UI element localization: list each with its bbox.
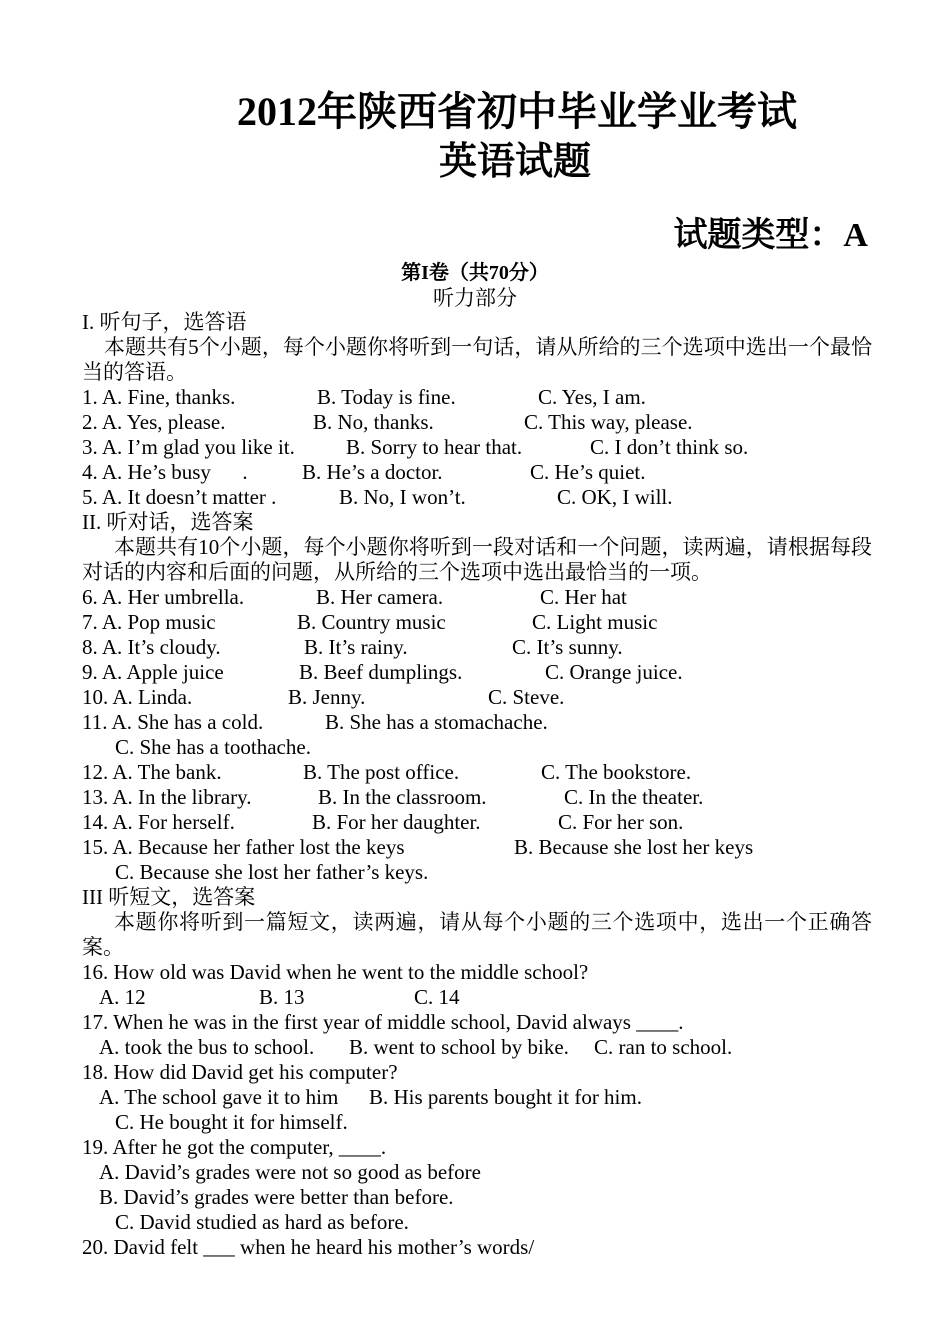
section-heading: I. 听句子，选答语: [82, 310, 247, 334]
question-13: [82, 785, 872, 810]
option-b: B. David’s grades were better than before.: [99, 1185, 454, 1209]
question-17-options: [82, 1035, 872, 1060]
option-a: A. 12: [99, 985, 146, 1009]
question-12: [82, 760, 872, 785]
question-17-stem: 17. When he was in the first year of middle school, David always ____.: [82, 1010, 684, 1034]
option-b: B. The post office.: [303, 760, 460, 784]
option-c: C. Yes, I am.: [538, 385, 646, 409]
option-c: C. Light music: [532, 610, 658, 634]
option-b: B. Sorry to hear that.: [346, 435, 523, 459]
question-10: [82, 685, 872, 710]
option-c: C. The bookstore.: [541, 760, 692, 784]
question-2: [82, 410, 872, 435]
option-b: B. Her camera.: [316, 585, 444, 609]
option-c: C. ran to school.: [594, 1035, 733, 1059]
option-a: 15. A. Because her father lost the keys: [82, 835, 405, 859]
option-c: C. For her son.: [558, 810, 684, 834]
question-11-continued: [82, 735, 872, 760]
part-heading: 听力部分: [433, 286, 517, 310]
option-a: A. took the bus to school.: [99, 1035, 315, 1059]
option-b: B. Because she lost her keys: [514, 835, 754, 859]
question-7: [82, 610, 872, 635]
option-c: C. Her hat: [540, 585, 627, 609]
option-a: 10. A. Linda.: [82, 685, 193, 709]
option-c: C. It’s sunny.: [512, 635, 623, 659]
option-c: C. David studied as hard as before.: [115, 1210, 409, 1234]
option-b: B. Beef dumplings.: [299, 660, 463, 684]
question-9: [82, 660, 872, 685]
option-c: C. 14: [414, 985, 460, 1009]
section-heading: II. 听对话，选答案: [82, 510, 254, 534]
option-b: B. Country music: [297, 610, 446, 634]
option-b: B. No, I won’t.: [339, 485, 466, 509]
question-19-option-b-line: [82, 1185, 872, 1210]
question-15: [82, 835, 872, 860]
question-8: [82, 635, 872, 660]
option-a: A. The school gave it to him: [99, 1085, 339, 1109]
option-b: B. Today is fine.: [317, 385, 456, 409]
option-a: 13. A. In the library.: [82, 785, 252, 809]
question-14: [82, 810, 872, 835]
question-1: [82, 385, 872, 410]
option-c: C. OK, I will.: [557, 485, 673, 509]
option-a: 4. A. He’s busy .: [82, 460, 248, 484]
option-a: 7. A. Pop music: [82, 610, 216, 634]
option-a: 12. A. The bank.: [82, 760, 222, 784]
option-c: C. He’s quiet.: [530, 460, 646, 484]
option-a: 1. A. Fine, thanks.: [82, 385, 236, 409]
option-c: C. Because she lost her father’s keys.: [115, 860, 429, 884]
question-18-options-continued: [82, 1110, 872, 1135]
section-instruction: 本题共有10个小题，每个小题你将听到一段对话和一个问题，读两遍，请根据每段对话的内容和后面的问题，从所给的三个选项中选出最恰当的一项。: [82, 535, 872, 584]
option-b: B. Jenny.: [288, 685, 366, 709]
question-18-options: [82, 1085, 872, 1110]
option-c: C. This way, please.: [524, 410, 693, 434]
option-a: 3. A. I’m glad you like it.: [82, 435, 295, 459]
question-19-option-a-line: [82, 1160, 872, 1185]
option-b: B. She has a stomachache.: [325, 710, 548, 734]
option-c: C. Steve.: [488, 685, 565, 709]
option-c: C. Orange juice.: [545, 660, 683, 684]
section-instruction: 本题共有5个小题，每个小题你将听到一句话，请从所给的三个选项中选出一个最恰当的答语。: [82, 335, 872, 384]
option-b: B. went to school by bike.: [349, 1035, 569, 1059]
question-20-stem: 20. David felt ___ when he heard his mother’s words/: [82, 1235, 535, 1259]
exam-title: 2012年陕西省初中毕业学业考试: [237, 89, 797, 134]
volume-heading: 第I卷（共70分）: [401, 262, 549, 284]
question-18-stem: 18. How did David get his computer?: [82, 1060, 398, 1084]
option-a: 14. A. For herself.: [82, 810, 235, 834]
question-16-stem: 16. How old was David when he went to the middle school?: [82, 960, 589, 984]
option-c: C. I don’t think so.: [590, 435, 749, 459]
section-heading: III 听短文，选答案: [82, 885, 256, 909]
question-19-option-c-line: [82, 1210, 872, 1235]
question-19-stem: 19. After he got the computer, ____.: [82, 1135, 387, 1159]
question-4: [82, 460, 872, 485]
option-c: C. He bought it for himself.: [115, 1110, 348, 1134]
option-b: B. It’s rainy.: [304, 635, 408, 659]
option-b: B. For her daughter.: [312, 810, 481, 834]
option-b: B. No, thanks.: [313, 410, 434, 434]
question-15-continued: [82, 860, 872, 885]
question-5: [82, 485, 872, 510]
option-a: 11. A. She has a cold.: [82, 710, 264, 734]
option-a: 9. A. Apple juice: [82, 660, 224, 684]
exam-subtitle: 英语试题: [438, 141, 591, 183]
question-3: [82, 435, 872, 460]
exam-type-label: 试题类型：A: [673, 217, 868, 254]
option-a: 8. A. It’s cloudy.: [82, 635, 221, 659]
option-c: C. In the theater.: [564, 785, 704, 809]
option-c: C. She has a toothache.: [115, 735, 311, 759]
option-a: 6. A. Her umbrella.: [82, 585, 245, 609]
option-a: 2. A. Yes, please.: [82, 410, 226, 434]
option-b: B. He’s a doctor.: [302, 460, 443, 484]
question-6: [82, 585, 872, 610]
option-a: 5. A. It doesn’t matter .: [82, 485, 277, 509]
section-instruction: 本题你将听到一篇短文，读两遍，请从每个小题的三个选项中，选出一个正确答案。: [82, 910, 872, 959]
option-a: A. David’s grades were not so good as before: [99, 1160, 481, 1184]
option-b: B. In the classroom.: [318, 785, 487, 809]
exam-body: [82, 310, 872, 1260]
option-b: B. His parents bought it for him.: [369, 1085, 642, 1109]
option-b: B. 13: [259, 985, 305, 1009]
question-11: [82, 710, 872, 735]
question-16-options: [82, 985, 872, 1010]
